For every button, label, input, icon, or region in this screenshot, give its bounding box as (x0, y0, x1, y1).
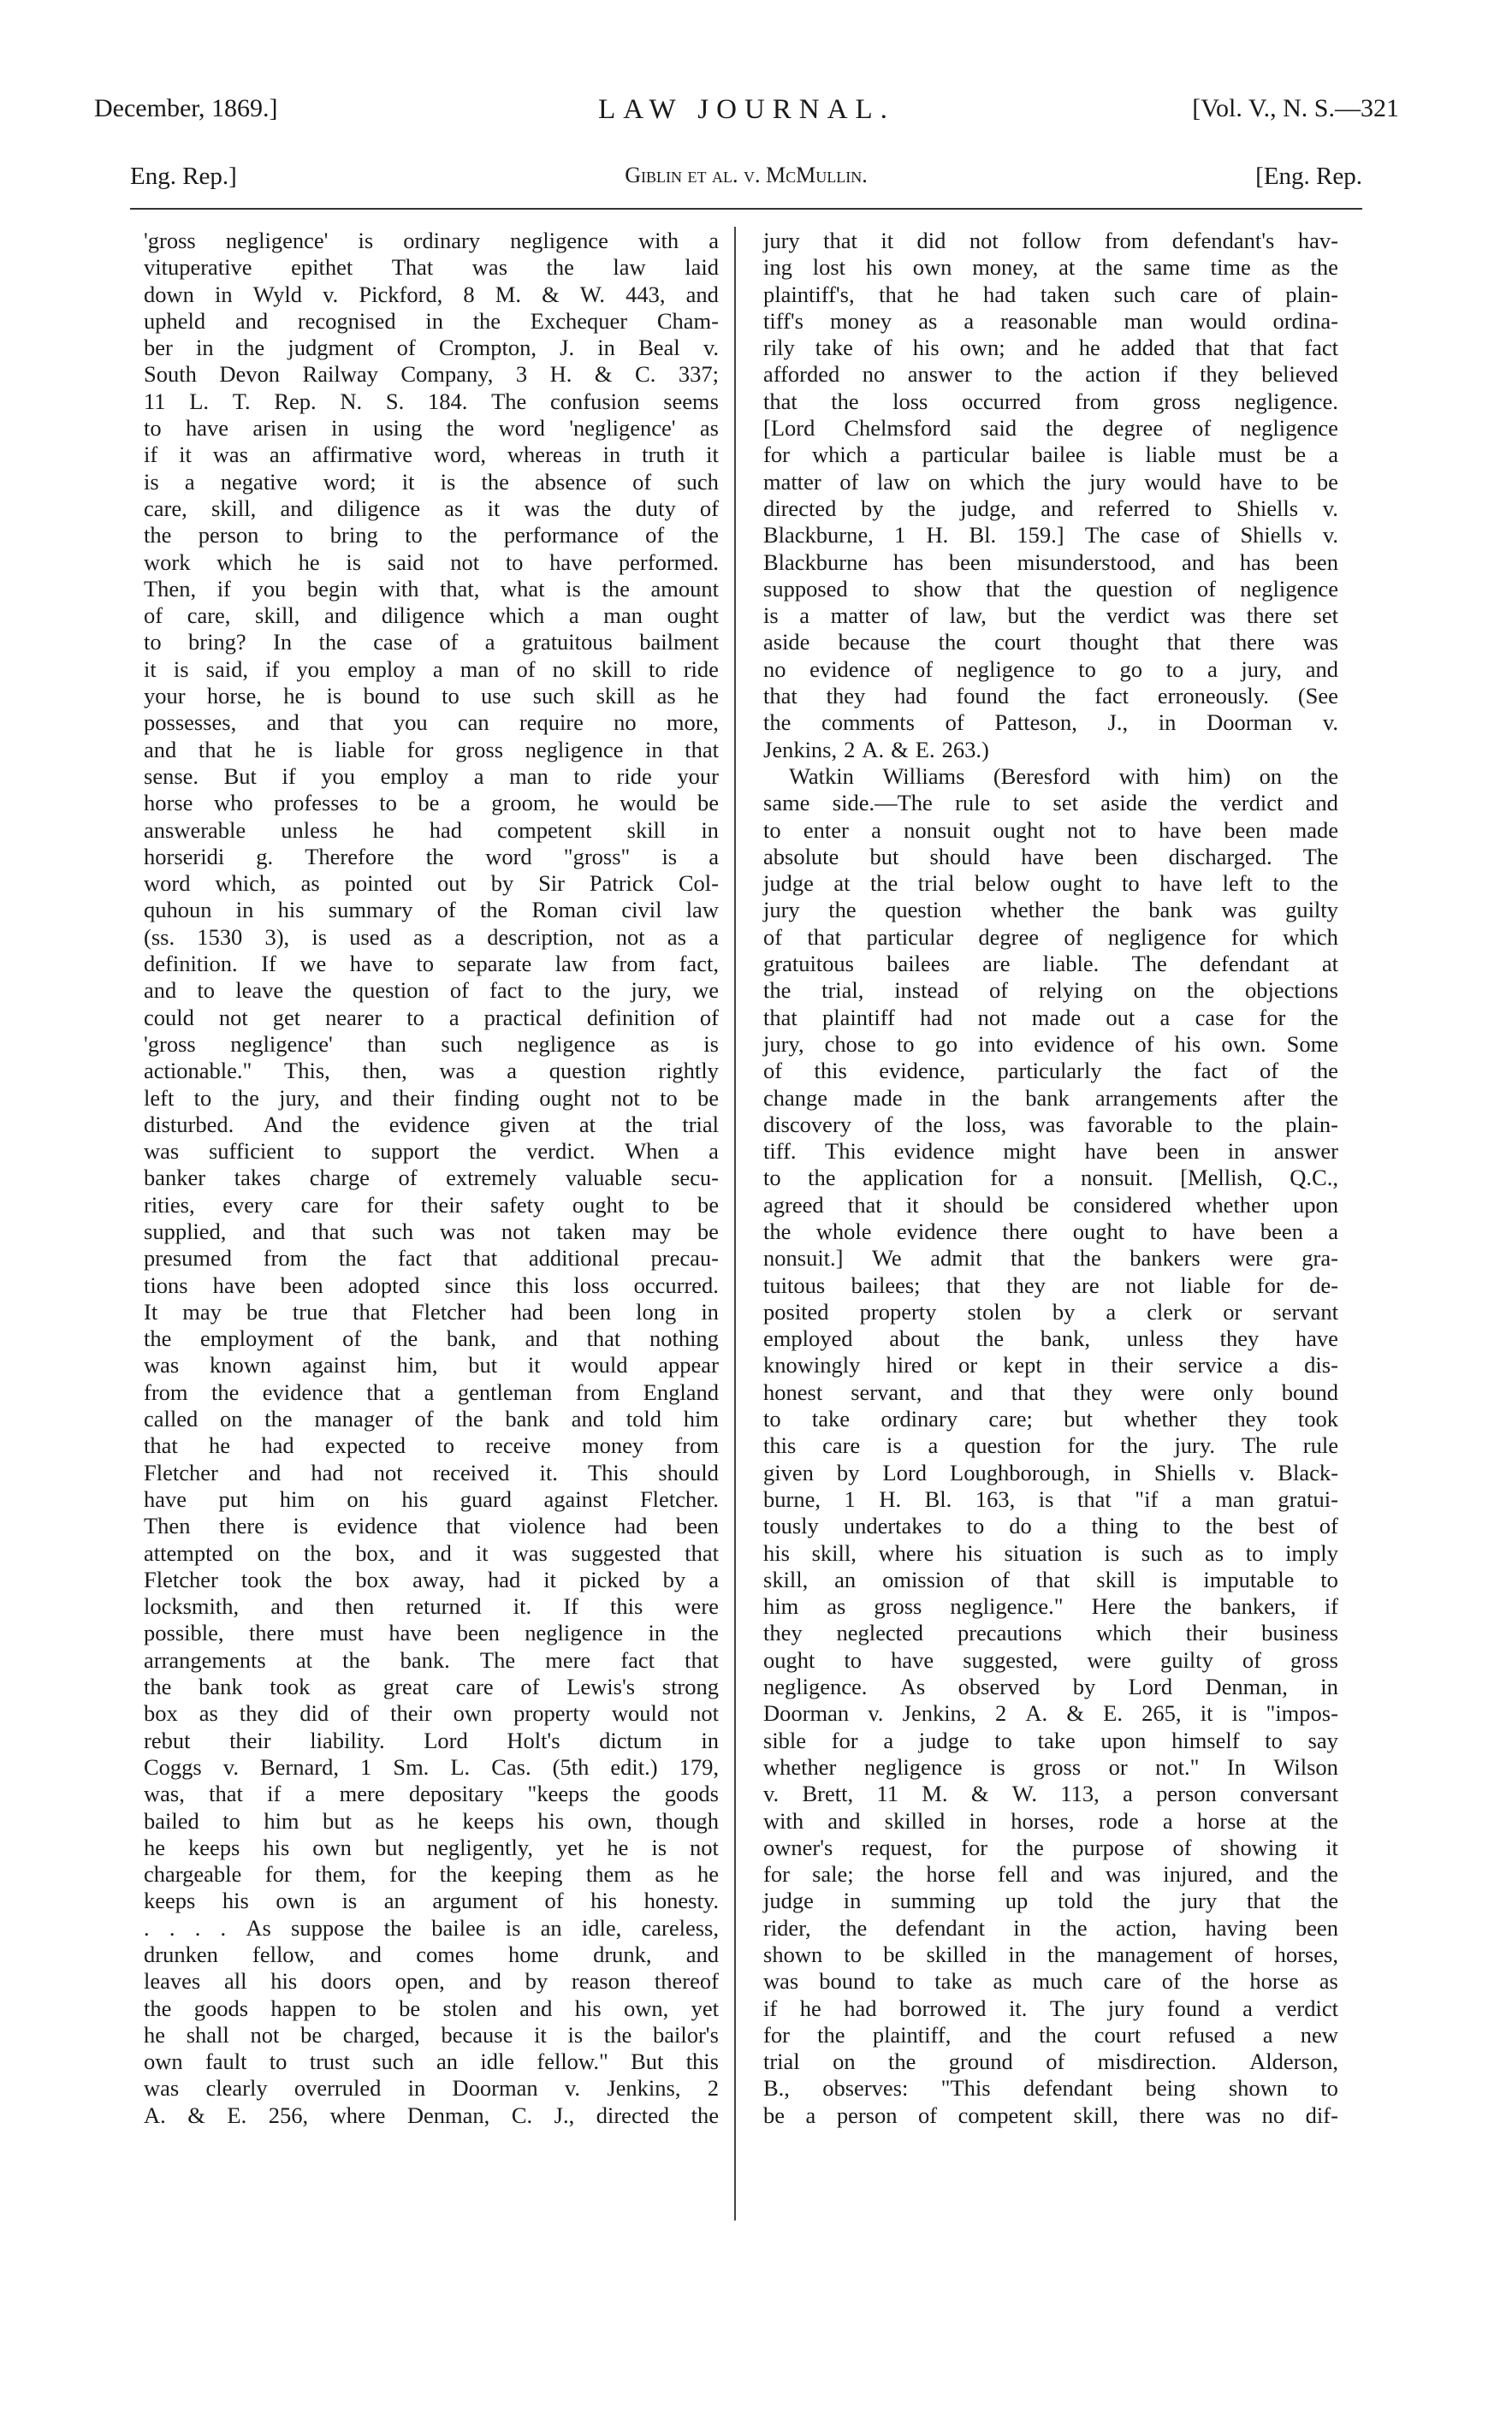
text-line: arrangements at the bank. The mere fact that (144, 1646, 719, 1673)
text-line: banker takes charge of extremely valuable secu- (144, 1165, 719, 1191)
case-subhead (130, 163, 1362, 197)
volume-page-number: [Vol. V., N. S.—321 (1192, 94, 1399, 122)
text-line: rebut their liability. Lord Holt's dictum in (144, 1727, 719, 1753)
text-line: of care, skill, and diligence which a man ought (144, 602, 719, 629)
text-line: [Lord Chelmsford said the degree of negligence (763, 415, 1338, 442)
text-line: tuitous bailees; that they are not liable for de- (763, 1272, 1338, 1298)
text-line: . . . . As suppose the bailee is an idle, careless, (144, 1914, 719, 1941)
text-line: for sale; the horse fell and was injured, and the (763, 1861, 1338, 1888)
text-line: this care is a question for the jury. The rule (763, 1432, 1338, 1459)
text-line: of that particular degree of negligence for which (763, 923, 1338, 950)
text-line: judge in summing up told the jury that the (763, 1888, 1338, 1914)
text-line: answerable unless he had competent skill in (144, 816, 719, 843)
text-line: discovery of the loss, was favorable to the plain- (763, 1111, 1338, 1137)
text-line: work which he is said not to have performed. (144, 548, 719, 575)
text-line: the whole evidence there ought to have been a (763, 1218, 1338, 1244)
text-line: to enter a nonsuit ought not to have been made (763, 816, 1338, 843)
text-line: Fletcher and had not received it. This should (144, 1459, 719, 1485)
text-line: negligence. As observed by Lord Denman, in (763, 1674, 1338, 1700)
text-line: chargeable for them, for the keeping them as he (144, 1861, 719, 1888)
text-line: of this evidence, particularly the fact of the (763, 1058, 1338, 1084)
text-line: ought to have suggested, were guilty of gross (763, 1646, 1338, 1673)
text-line: sible for a judge to take upon himself to say (763, 1727, 1338, 1753)
text-line: Watkin Williams (Beresford with him) on the (789, 762, 1338, 789)
text-line: tously undertakes to do a thing to the best of (763, 1513, 1338, 1539)
text-line: that he had expected to receive money from (144, 1432, 719, 1459)
text-line: that they had found the fact erroneously. (See (763, 683, 1338, 709)
report-section-left: Eng. Rep.] (130, 163, 237, 190)
text-line: posited property stolen by a clerk or servant (763, 1298, 1338, 1325)
text-line: and that he is liable for gross negligence in that (144, 736, 719, 762)
text-line: possible, there must have been negligence in the (144, 1620, 719, 1646)
text-line: jury that it did not follow from defendant's hav- (763, 228, 1338, 253)
text-line: called on the manager of the bank and told him (144, 1406, 719, 1432)
text-line: rider, the defendant in the action, having been (763, 1914, 1338, 1941)
issue-date: December, 1869.] (94, 94, 278, 122)
report-section-right: [Eng. Rep. (1255, 163, 1362, 190)
text-line: ber in the judgment of Crompton, J. in Beal v. (144, 335, 719, 361)
text-line: bailed to him but as he keeps his own, though (144, 1807, 719, 1834)
text-line: he shall not be charged, because it is the bailor's (144, 2021, 719, 2048)
text-line: afforded no answer to the action if they believed (763, 361, 1338, 388)
text-line: directed by the judge, and referred to Shiells v. (763, 495, 1338, 521)
text-line: for the plaintiff, and the court refused a new (763, 2021, 1338, 2048)
text-line: was, that if a mere depositary "keeps the goods (144, 1781, 719, 1807)
text-line: could not get nearer to a practical definition of (144, 1004, 719, 1030)
text-line: It may be true that Fletcher had been long in (144, 1298, 719, 1325)
text-line: v. Brett, 11 M. & W. 113, a person conversant (763, 1781, 1338, 1807)
text-line: definition. If we have to separate law from fact, (144, 951, 719, 977)
text-line: judge at the trial below ought to have left to the (763, 870, 1338, 897)
text-line: Blackburne, 1 H. Bl. 159.] The case of Shiells v. (763, 522, 1338, 548)
text-line: to the application for a nonsuit. [Mellish, Q.C., (763, 1165, 1338, 1191)
text-line: same side.—The rule to set aside the verdict and (763, 790, 1338, 816)
text-line: presumed from the fact that additional precau- (144, 1245, 719, 1272)
text-line: tions have been adopted since this loss occurred. (144, 1272, 719, 1298)
text-line: the trial, instead of relying on the objections (763, 977, 1338, 1004)
text-line: absolute but should have been discharged. The (763, 843, 1338, 869)
text-line: to take ordinary care; but whether they took (763, 1406, 1338, 1432)
text-line: if he had borrowed it. The jury found a verdict (763, 1995, 1338, 2021)
column-divider (734, 227, 736, 2220)
text-line: the comments of Patteson, J., in Doorman v. (763, 709, 1338, 736)
text-line: Blackburne has been misunderstood, and has been (763, 548, 1338, 575)
text-line: if it was an affirmative word, whereas in truth it (144, 442, 719, 468)
text-line: was clearly overruled in Doorman v. Jenkins, 2 (144, 2075, 719, 2102)
text-line: supplied, and that such was not taken may be (144, 1218, 719, 1244)
text-line: employed about the bank, unless they have (763, 1325, 1338, 1352)
text-line: locksmith, and then returned it. If this were (144, 1593, 719, 1620)
text-line: to have arisen in using the word 'negligence' as (144, 415, 719, 442)
text-line: the bank took as great care of Lewis's strong (144, 1674, 719, 1700)
text-line: honest servant, and that they were only bound (763, 1379, 1338, 1405)
text-line: 'gross negligence' is ordinary negligence with a (144, 228, 719, 253)
text-line: Doorman v. Jenkins, 2 A. & E. 265, it is "impos- (763, 1700, 1338, 1727)
text-line: drunken fellow, and comes home drunk, and (144, 1942, 719, 1967)
text-line: skill, an omission of that skill is imputable to (763, 1566, 1338, 1592)
text-line: for which a particular bailee is liable must be a (763, 442, 1338, 468)
text-line: keeps his own is an argument of his honesty. (144, 1888, 719, 1914)
text-line: attempted on the box, and it was suggested that (144, 1539, 719, 1566)
text-line: knowingly hired or kept in their service a dis- (763, 1352, 1338, 1379)
text-line: upheld and recognised in the Exchequer Cham- (144, 307, 719, 334)
text-line: jury the question whether the bank was guilty (763, 897, 1338, 923)
text-line: leaves all his doors open, and by reason thereof (144, 1968, 719, 1995)
text-line: Coggs v. Bernard, 1 Sm. L. Cas. (5th edit.) 179, (144, 1753, 719, 1780)
text-line: change made in the bank arrangements after the (763, 1084, 1338, 1111)
running-head (94, 94, 1399, 128)
text-line: rily take of his own; and he added that that fact (763, 335, 1338, 361)
text-line: Fletcher took the box away, had it picked by a (144, 1566, 719, 1592)
text-line: jury, chose to go into evidence of his own. Some (763, 1030, 1338, 1057)
text-line: actionable." This, then, was a question rightly (144, 1058, 719, 1084)
left-column (144, 228, 719, 2129)
text-line: to bring? In the case of a gratuitous bailment (144, 629, 719, 655)
text-line: rities, every care for their safety ought to be (144, 1191, 719, 1218)
text-line: have put him on his guard against Fletcher. (144, 1485, 719, 1512)
text-line: disturbed. And the evidence given at the trial (144, 1111, 719, 1137)
text-line: horseridi g. Therefore the word "gross" is a (144, 843, 719, 869)
text-line: Jenkins, 2 A. & E. 263.) (763, 736, 989, 762)
text-line: quhoun in his summary of the Roman civil law (144, 897, 719, 923)
text-line: tiff. This evidence might have been in answer (763, 1138, 1338, 1165)
text-line: agreed that it should be considered whether upon (763, 1191, 1338, 1218)
text-line: was known against him, but it would appear (144, 1352, 719, 1379)
text-line: box as they did of their own property would not (144, 1700, 719, 1727)
journal-title: LAW JOURNAL. (598, 94, 895, 125)
text-line: shown to be skilled in the management of horses, (763, 1942, 1338, 1967)
text-line: supposed to show that the question of negligence (763, 575, 1338, 602)
text-line: was bound to take as much care of the horse as (763, 1968, 1338, 1995)
text-line: your horse, he is bound to use such skill as he (144, 683, 719, 709)
text-line: his skill, where his situation is such as to imply (763, 1539, 1338, 1566)
text-line: sense. But if you employ a man to ride your (144, 762, 719, 789)
text-line: he keeps his own but negligently, yet he is not (144, 1834, 719, 1860)
text-line: matter of law on which the jury would have to be (763, 468, 1338, 495)
text-line: possesses, and that you can require no more, (144, 709, 719, 736)
text-line: own fault to trust such an idle fellow." But this (144, 2049, 719, 2075)
text-line: the employment of the bank, and that nothing (144, 1325, 719, 1352)
text-line: given by Lord Loughborough, in Shiells v. Black- (763, 1459, 1338, 1485)
text-line: no evidence of negligence to go to a jury, and (763, 655, 1338, 682)
text-line: down in Wyld v. Pickford, 8 M. & W. 443, and (144, 281, 719, 307)
text-line: is a matter of law, but the verdict was there set (763, 602, 1338, 629)
text-line: plaintiff's, that he had taken such care of plain- (763, 281, 1338, 307)
text-line: care, skill, and diligence as it was the duty of (144, 495, 719, 521)
text-line: they neglected precautions which their business (763, 1620, 1338, 1646)
text-line: nonsuit.] We admit that the bankers were gra- (763, 1245, 1338, 1272)
right-column (763, 228, 1338, 2129)
header-rule (130, 208, 1362, 210)
text-line: ing lost his own money, at the same time as the (763, 254, 1338, 281)
text-line: B., observes: "This defendant being shown to (763, 2075, 1338, 2102)
text-line: and to leave the question of fact to the jury, we (144, 977, 719, 1004)
text-line: 'gross negligence' than such negligence as is (144, 1030, 719, 1057)
text-line: that the loss occurred from gross negligence. (763, 388, 1338, 414)
text-line: word which, as pointed out by Sir Patrick Col- (144, 870, 719, 897)
text-line: is a negative word; it is the absence of such (144, 468, 719, 495)
text-line: tiff's money as a reasonable man would ordina- (763, 307, 1338, 334)
text-line: with and skilled in horses, rode a horse at the (763, 1807, 1338, 1834)
text-line: Then there is evidence that violence had been (144, 1513, 719, 1539)
text-line: him as gross negligence." Here the bankers, if (763, 1593, 1338, 1620)
text-line: horse who professes to be a groom, he would be (144, 790, 719, 816)
case-title: Giblin et al. v. McMullin. (625, 163, 868, 187)
text-line: be a person of competent skill, there was no dif- (763, 2102, 1338, 2128)
text-line: burne, 1 H. Bl. 163, is that "if a man gratui- (763, 1485, 1338, 1512)
text-line: left to the jury, and their finding ought not to be (144, 1084, 719, 1111)
text-line: 11 L. T. Rep. N. S. 184. The confusion seems (144, 388, 719, 414)
text-line: A. & E. 256, where Denman, C. J., directed the (144, 2102, 719, 2128)
text-line: it is said, if you employ a man of no skill to ride (144, 655, 719, 682)
text-line: (ss. 1530 3), is used as a description, not as a (144, 923, 719, 950)
text-line: from the evidence that a gentleman from England (144, 1379, 719, 1405)
text-line: whether negligence is gross or not." In Wilson (763, 1753, 1338, 1780)
text-line: trial on the ground of misdirection. Alderson, (763, 2049, 1338, 2075)
text-line: the person to bring to the performance of the (144, 522, 719, 548)
text-line: Then, if you begin with that, what is the amount (144, 575, 719, 602)
text-line: aside because the court thought that there was (763, 629, 1338, 655)
text-line: vituperative epithet That was the law laid (144, 254, 719, 281)
text-line: that plaintiff had not made out a case for the (763, 1004, 1338, 1030)
text-line: owner's request, for the purpose of showing it (763, 1834, 1338, 1860)
text-line: the goods happen to be stolen and his own, yet (144, 1995, 719, 2021)
text-line: gratuitous bailees are liable. The defendant at (763, 951, 1338, 977)
text-line: South Devon Railway Company, 3 H. & C. 337; (144, 361, 719, 388)
text-line: was sufficient to support the verdict. When a (144, 1138, 719, 1165)
